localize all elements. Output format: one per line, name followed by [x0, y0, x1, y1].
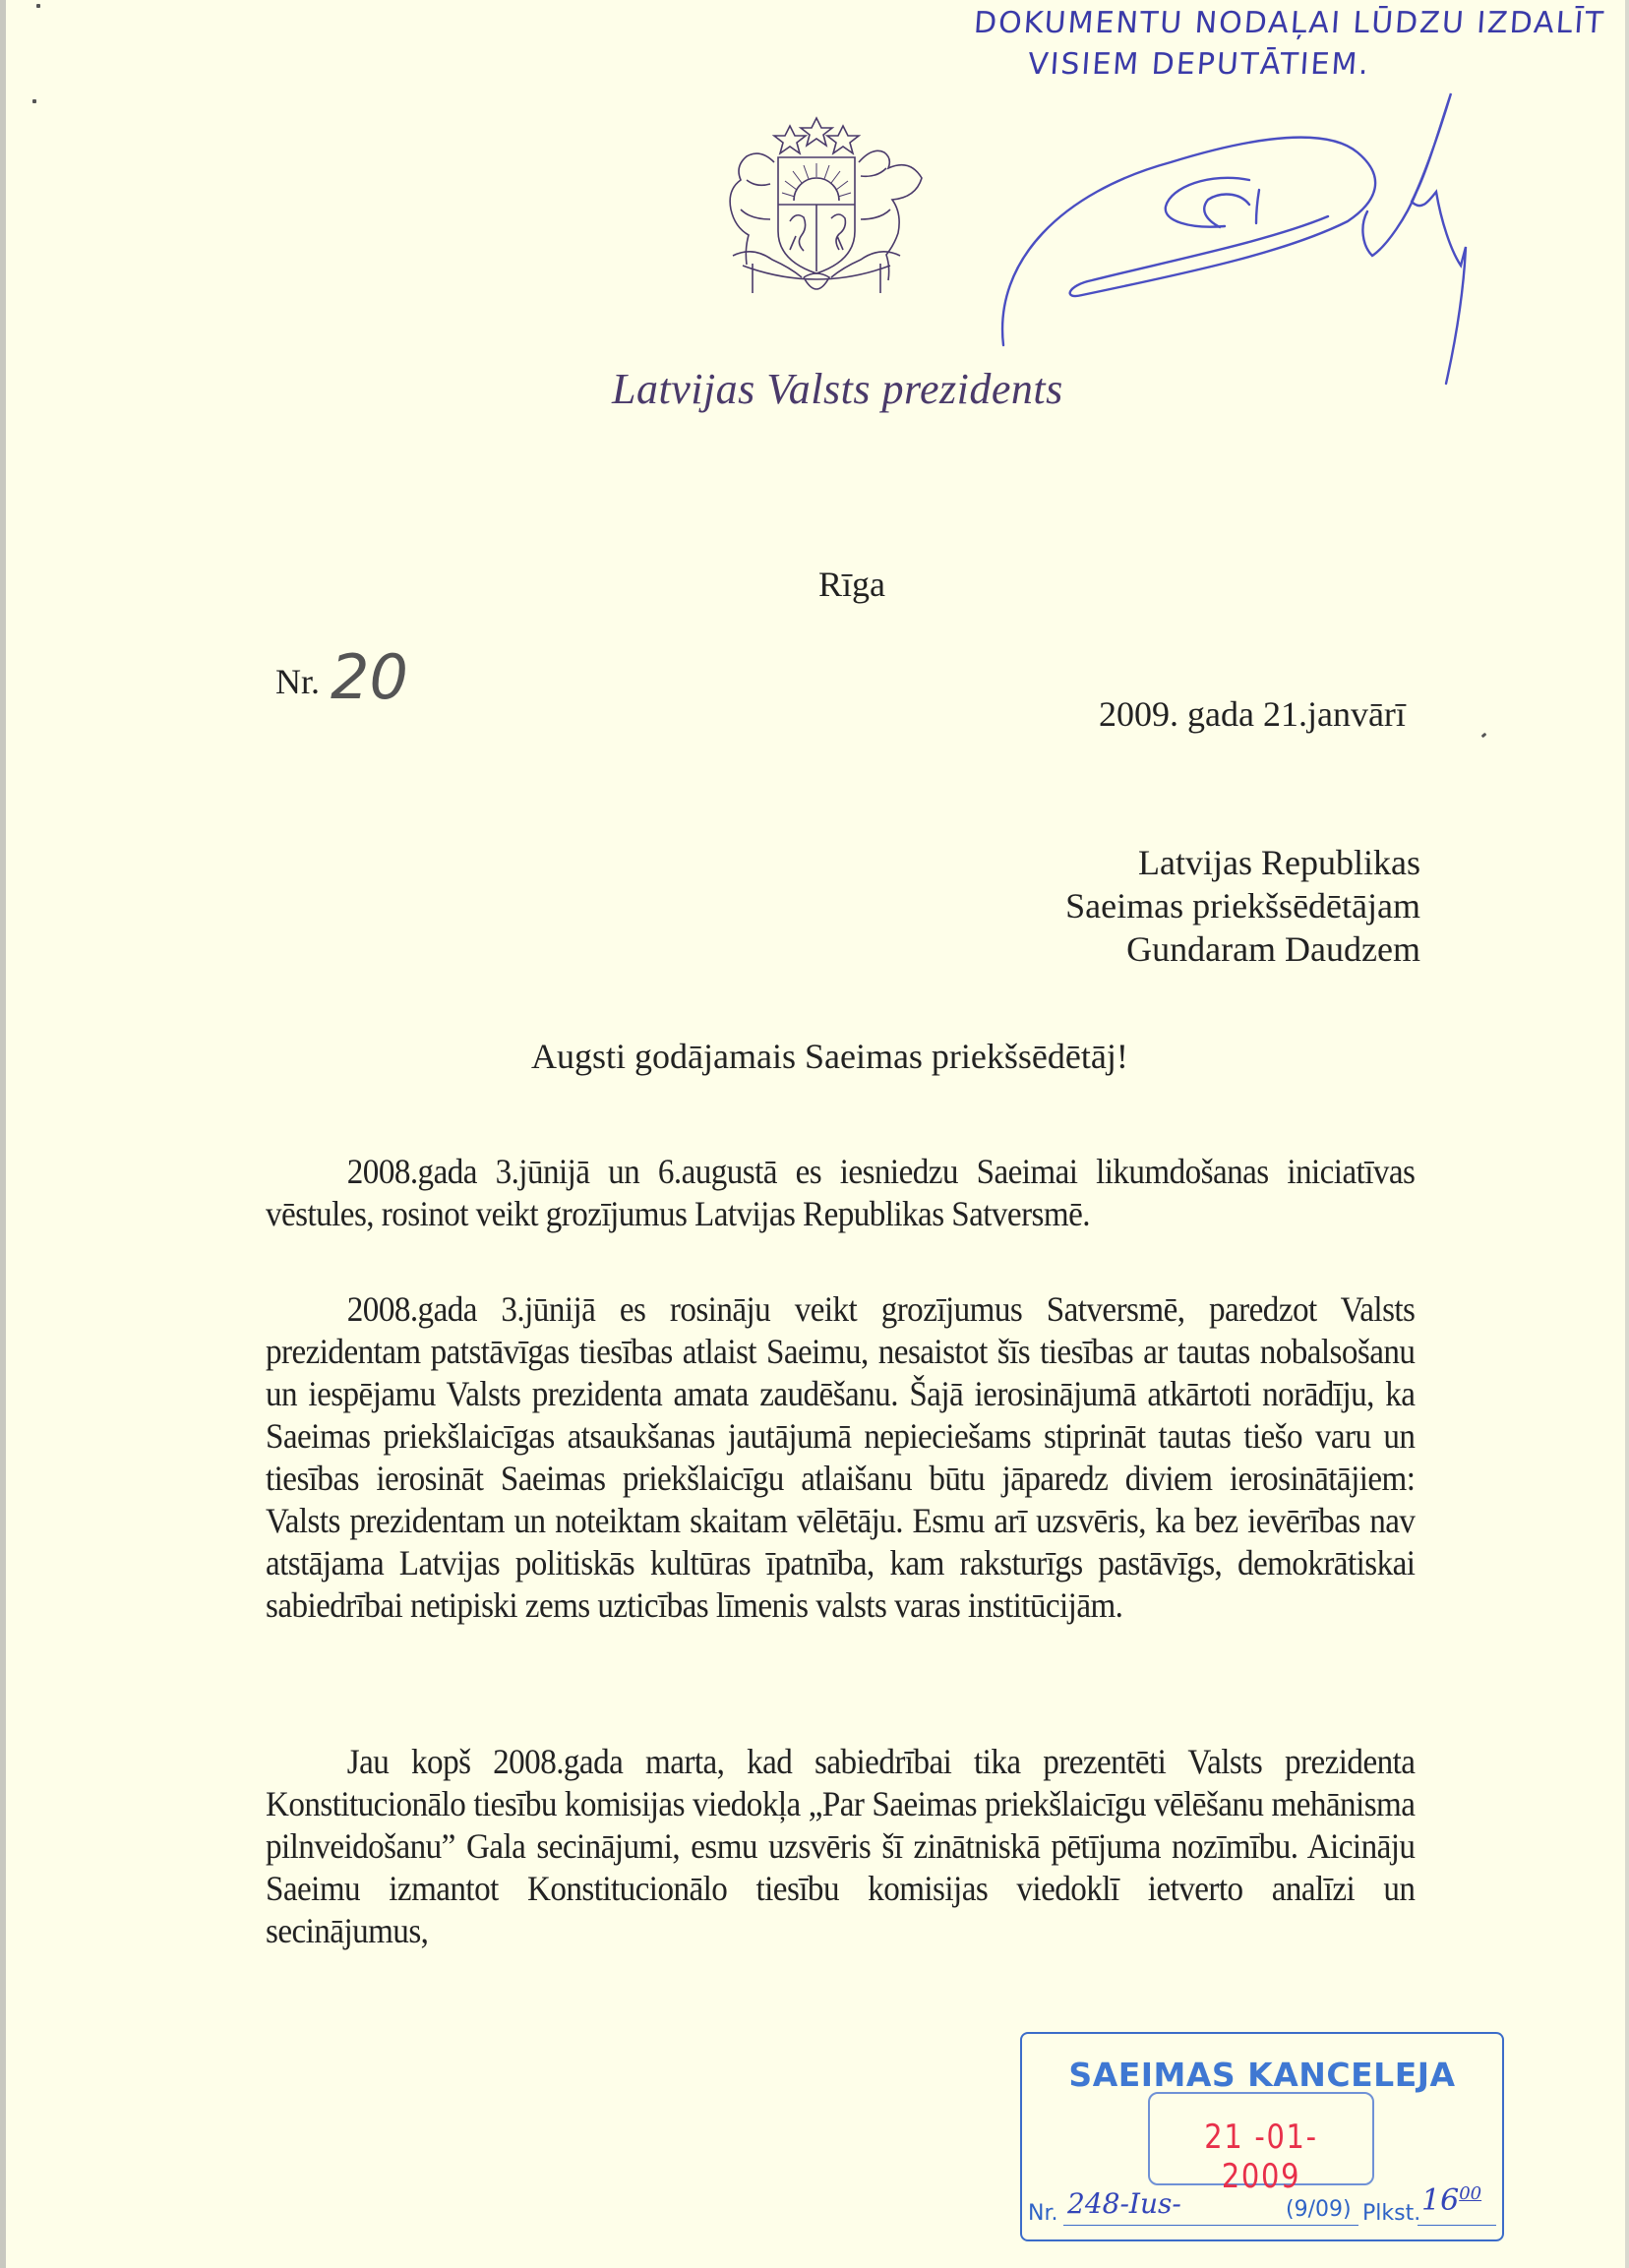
addressee-line: Saeimas priekšsēdētājam	[1065, 886, 1420, 925]
star-icon	[827, 126, 859, 153]
addressee-block	[1065, 841, 1420, 971]
document-number-value: 20	[331, 641, 408, 713]
coat-of-arms-icon	[694, 98, 939, 315]
scan-edge-right	[1625, 0, 1629, 2268]
stamp-time-hour: 16	[1421, 2183, 1460, 2218]
scan-speck	[1481, 733, 1487, 739]
scan-speck	[36, 4, 40, 8]
handwritten-note-line-1: DOKUMENTU NODAĻAI LŪDZU IZDALĪT	[972, 6, 1606, 40]
griffin-supporter	[859, 150, 922, 280]
star-icon	[774, 126, 806, 153]
body-paragraph: 2008.gada 3.jūnijā es rosināju veikt grozījumus Satversmē, paredzot Valsts prezidentam patstāvīgas tiesības atlaist Saeimu, nesaistot šīs tiesības ar tautas nobalsošanu un iespējamu Valsts prezidenta amata zaudēšanu. Šajā ierosinājumā atkārtoti norādīju, ka Saeimas priekšlaicīgas atsaukšanas jautājumā nepieciešams stiprināt tautas tiešo varu un tiesības ierosināt Saeimas priekšlaicīgu atlaišanu būtu jāparedz diviem ierosinātājiem: Valsts prezidentam un noteiktam skaitam vēlētāju. Esmu arī uzsvēris, ka bez ievērības nav atstājama Latvijas politiskās kultūras īpatnība, kam raksturīgs pastāvīgs, demokrātiskai sabiedrībai netipiski zems uzticības līmenis valsts varas institūcijām.	[266, 1289, 1416, 1625]
stamp-time-value	[1421, 2183, 1481, 2218]
body-paragraph: Jau kopš 2008.gada marta, kad sabiedrībai tika prezentēti Valsts prezidenta Konstitucionālo tiesību komisijas viedokļa „Par Saeimas priekšlaicīgu vēlēšanu mehānisma pilnveidošanu” Gala secinājumi, esmu uzsvēris šī zinātniskā pētījuma nozīmību. Aicināju Saeimu izmantot Konstitucionālo tiesību komisijas viedoklī ietverto analīzi un secinājumus,	[266, 1742, 1416, 1950]
stamp-date-box	[1148, 2092, 1374, 2196]
stamp-date: 21 -01- 2009	[1204, 2118, 1318, 2196]
registration-stamp	[1020, 2032, 1504, 2241]
lion-supporter	[730, 153, 774, 265]
document-date: 2009. gada 21.janvārī	[1099, 694, 1406, 734]
stamp-time-label: Plkst.	[1362, 2201, 1421, 2226]
stamp-time-minutes: 00	[1459, 2183, 1482, 2204]
addressee-line: Latvijas Republikas	[1138, 843, 1420, 882]
stamp-code: (9/09)	[1286, 2197, 1352, 2222]
salutation: Augsti godājamais Saeimas priekšsēdētāj!	[531, 1037, 1128, 1076]
stamp-number-label: Nr.	[1028, 2201, 1058, 2226]
place-of-issue: Rīga	[818, 565, 885, 604]
letterhead-title: Latvijas Valsts prezidents	[612, 365, 1063, 413]
handwritten-note-line-2: VISIEM DEPUTĀTIEM.	[1026, 47, 1372, 82]
scan-edge-left	[0, 0, 6, 2268]
stamp-registration-row	[1028, 2180, 1496, 2230]
stamp-time-line	[1418, 2225, 1496, 2226]
stamp-title: SAEIMAS KANCELEJA	[1068, 2056, 1456, 2094]
scan-speck	[32, 99, 36, 103]
stamp-number-value: 248-Ius-	[1067, 2187, 1181, 2220]
signature	[974, 84, 1525, 398]
star-icon	[801, 118, 832, 146]
stamp-number-line	[1063, 2225, 1358, 2226]
addressee-line: Gundaram Daudzem	[1126, 929, 1420, 969]
body-paragraph: 2008.gada 3.jūnijā un 6.augustā es iesniedzu Saeimai likumdošanas iniciatīvas vēstules, rosinot veikt grozījumus Latvijas Republikas Satversmē.	[266, 1152, 1416, 1233]
document-number-label: Nr.	[275, 662, 320, 701]
